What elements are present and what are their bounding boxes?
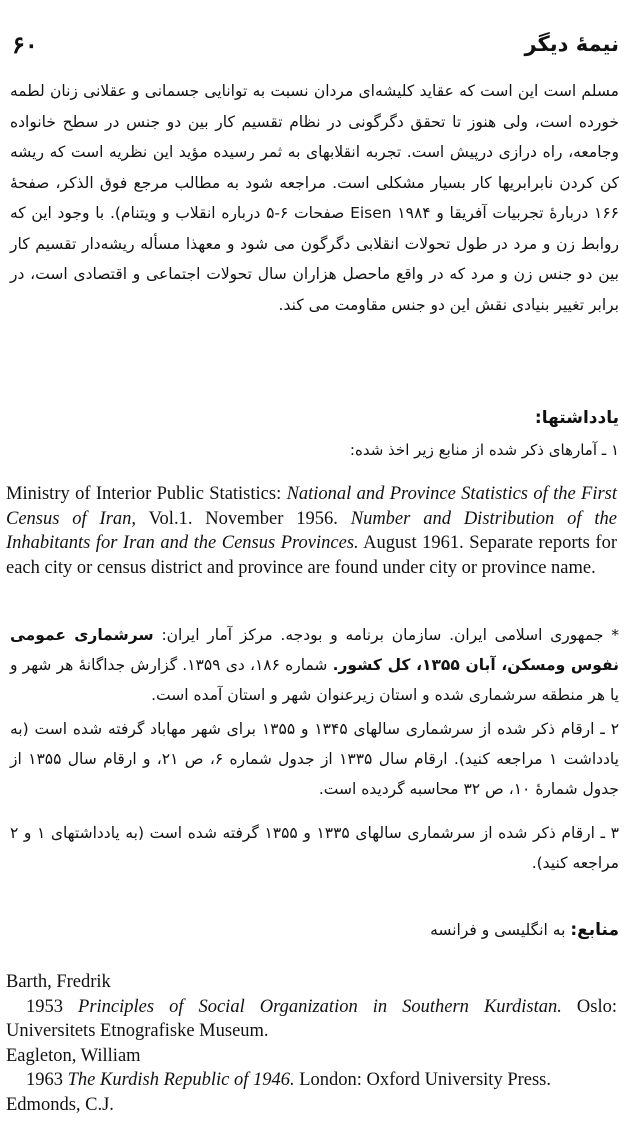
bib-title: Principles of Social Organization in Southern Kurdistan. [78, 996, 562, 1017]
ref-title-1: National and Province Statistics of the First Census of Iran, [6, 484, 617, 529]
persian-census-reference [10, 620, 619, 710]
bib-publisher: London: Oxford University Press. [294, 1070, 552, 1090]
sources-title: منابع: [570, 920, 619, 940]
note-3: ۳ ـ ارقام ذکر شده از سرشماری سالهای ۱۳۳۵ و ۱۳۵۵ گرفته شده است (به یادداشتهای ۱ و ۲ مراجعه کنید). [10, 824, 619, 872]
bib-title: The Kurdish Republic of 1946. [67, 1070, 295, 1090]
bib-entry [6, 1068, 617, 1093]
main-paragraph: مسلم است این است که عقاید کلیشه‌ای مردان نسبت به توانایی جسمانی و عقلانی زنان لطمه خورده است، ولی هنوز تا تحقق دگرگونی در نظام تقسیم کار بین دو جنس در سطح خانواده وجامعه، راه درازی درپیش است. تجربه انقلابهای به ثمر رسیده مؤید این نظریه است که ریشه کن کردن نابرابریها کار بسیار مشکلی است. مراجعه شود به مطالب مرجع فوق الذکر، صفحهٔ ۱۶۶ دربارهٔ تجربیات آفریقا و Eisen ۱۹۸۴ صفحات ۶-۵ درباره انقلاب و ویتنام). با وجود این که روابط زن و مرد در طول تحولات انقلابی دگرگون می شود و معهذا مسأله ریشه‌دار تقسیم کار بین دو جنس زن و مرد که در واقع ماحصل هزاران سال تحولات اجتماعی و اقتصادی است، در برابر تغییر بنیادی نقش این دو جنس مقاومت می کند. [10, 82, 619, 314]
bib-publisher: Oslo: Universitets Etnografiske Museum. [6, 996, 618, 1041]
ref-publisher: Ministry of Interior Public Statistics: [6, 484, 287, 504]
bib-year: 1953 [26, 996, 79, 1017]
star-ref-suffix: شماره ۱۸۶، دی ۱۳۵۹. گزارش جداگانهٔ هر شهر و یا هر منطقه سرشماری شده و استان زیرعنوان شهر و استان آمده است. [10, 656, 619, 704]
bib-author: Barth, Fredrik [6, 972, 111, 992]
bib-author: Edmonds, C.J. [6, 1094, 114, 1115]
ref-date-1: Vol.1. November 1956. [136, 508, 351, 529]
star-ref-prefix: * جمهوری اسلامی ایران. سازمان برنامه و بودجه. مرکز آمار ایران: [153, 626, 619, 644]
page-header [12, 30, 619, 64]
bib-entry [6, 995, 617, 1044]
sources-subtitle: به انگلیسی و فرانسه [430, 921, 571, 939]
sources-heading [430, 920, 619, 940]
running-title: نیمهٔ دیگر [524, 32, 619, 56]
bib-author: Eagleton, William [6, 1045, 141, 1066]
bib-year: 1963 [26, 1070, 68, 1090]
page-number: ۶۰ [12, 30, 38, 59]
notes-heading: یادداشتها: [534, 408, 619, 428]
note-1-intro: ۱ ـ آمارهای ذکر شده از منابع زیر اخذ شده: [349, 441, 619, 459]
ref-details: August 1961. Separate reports for each city or census district and province are found under city or province name. [6, 533, 617, 578]
ref-title-2: Number and Distribution of the Inhabitants for Iran and the Census Provinces. [6, 508, 617, 553]
english-census-reference [6, 482, 617, 580]
star-ref-title: سرشماری عمومی نفوس ومسکن، آبان ۱۳۵۵، کل کشور. [10, 626, 619, 674]
note-2: ۲ ـ ارقام ذکر شده از سرشماری سالهای ۱۳۴۵ و ۱۳۵۵ برای شهر مهاباد گرفته شده است (به یادداشت ۱ مراجعه کنید). ارقام سال ۱۳۳۵ از جدول شماره ۶، ص ۲۱، و ارقام سال ۱۳۵۵ از جدول شمارهٔ ۱۰، ص ۳۲ محاسبه گردیده است. [10, 720, 620, 798]
bibliography [6, 970, 617, 1117]
